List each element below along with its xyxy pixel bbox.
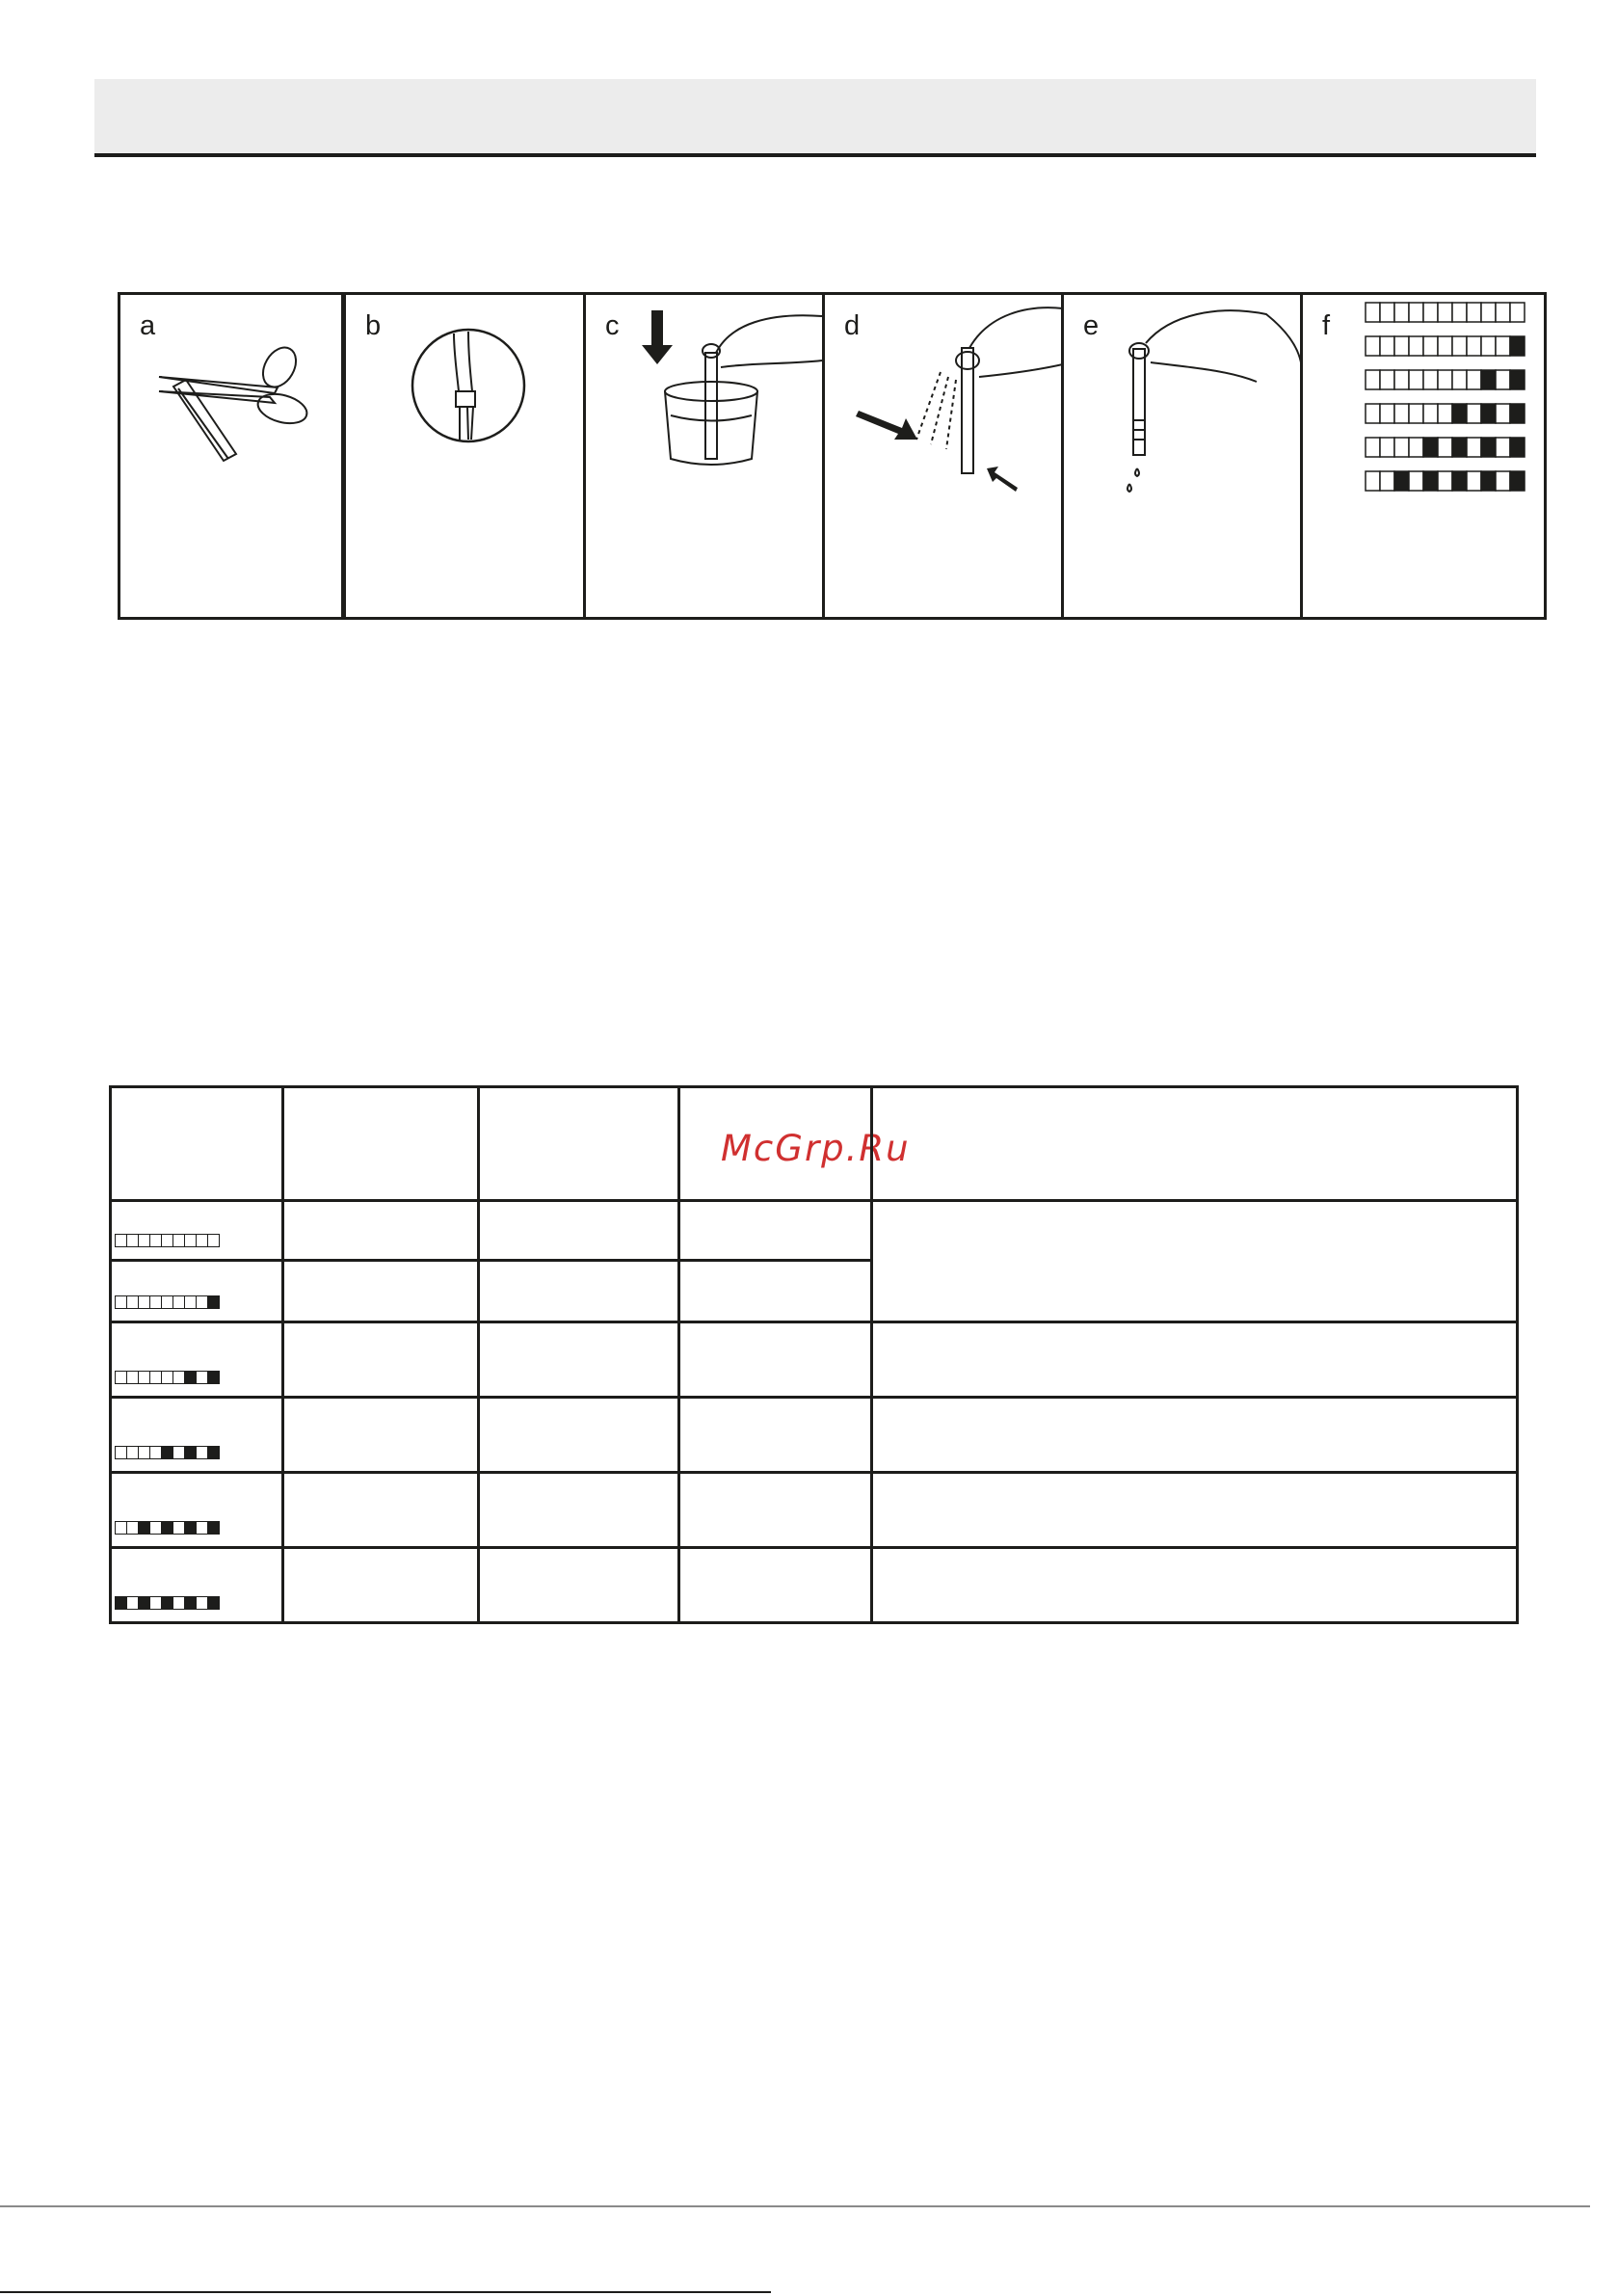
strip-level-3 [111,1398,283,1473]
step-letter-c: c [605,310,620,341]
panel-f-strip-0 [1366,303,1525,322]
read-strip-levels-icon [1303,295,1544,617]
table-row [111,1201,1518,1261]
strip-level-0 [111,1201,283,1261]
hold-strip-icon [1064,295,1302,617]
water-hardness-table [109,1085,1519,1624]
footer-rule [0,2205,1590,2207]
footer-rule-bottom [0,2291,771,2293]
step-letter-b: b [365,310,382,341]
strip-level-1 [111,1261,283,1322]
header-cell [283,1087,479,1201]
table-header-row [111,1087,1518,1201]
panel-f-strip-3 [1366,404,1525,423]
tap-water-icon [346,295,585,617]
test-strip [115,1596,220,1610]
strip-level-4 [111,1473,283,1548]
watermark: McGrp.Ru [721,1128,911,1169]
step-letter-a: a [140,310,156,341]
header-cell [872,1087,1518,1201]
header-rule [94,153,1536,157]
panel-f-strip-1 [1366,336,1525,356]
table-row [111,1473,1518,1548]
test-strip [115,1521,220,1535]
step-panel-d [822,292,1066,620]
step-panel-e [1061,292,1305,620]
test-strip [115,1446,220,1459]
panel-f-strip-4 [1366,438,1525,457]
test-strip [115,1371,220,1384]
panel-f-strip-2 [1366,370,1525,389]
step-panel-b [343,292,588,620]
strip-level-2 [111,1322,283,1398]
header-cell [479,1087,679,1201]
header-cell [679,1087,872,1201]
table-row [111,1548,1518,1623]
step-panel-a [118,292,344,620]
step-letter-f: f [1322,310,1331,341]
step-letter-e: e [1083,310,1100,341]
panel-f-strip-5 [1366,471,1525,491]
table-row [111,1322,1518,1398]
strip-level-5 [111,1548,283,1623]
merged-setting-cell [872,1201,1518,1322]
shake-strip-icon [825,295,1063,617]
step-letter-d: d [844,310,861,341]
scissors-cutting-strip-icon [120,295,341,617]
header-cell [111,1087,283,1201]
step-panel-c [583,292,827,620]
table-row [111,1398,1518,1473]
test-strip [115,1234,220,1247]
steps-illustration [118,292,1553,620]
dip-strip-in-glass-icon [586,295,824,617]
header-band [94,79,1536,153]
step-panel-f [1300,292,1547,620]
test-strip [115,1295,220,1309]
